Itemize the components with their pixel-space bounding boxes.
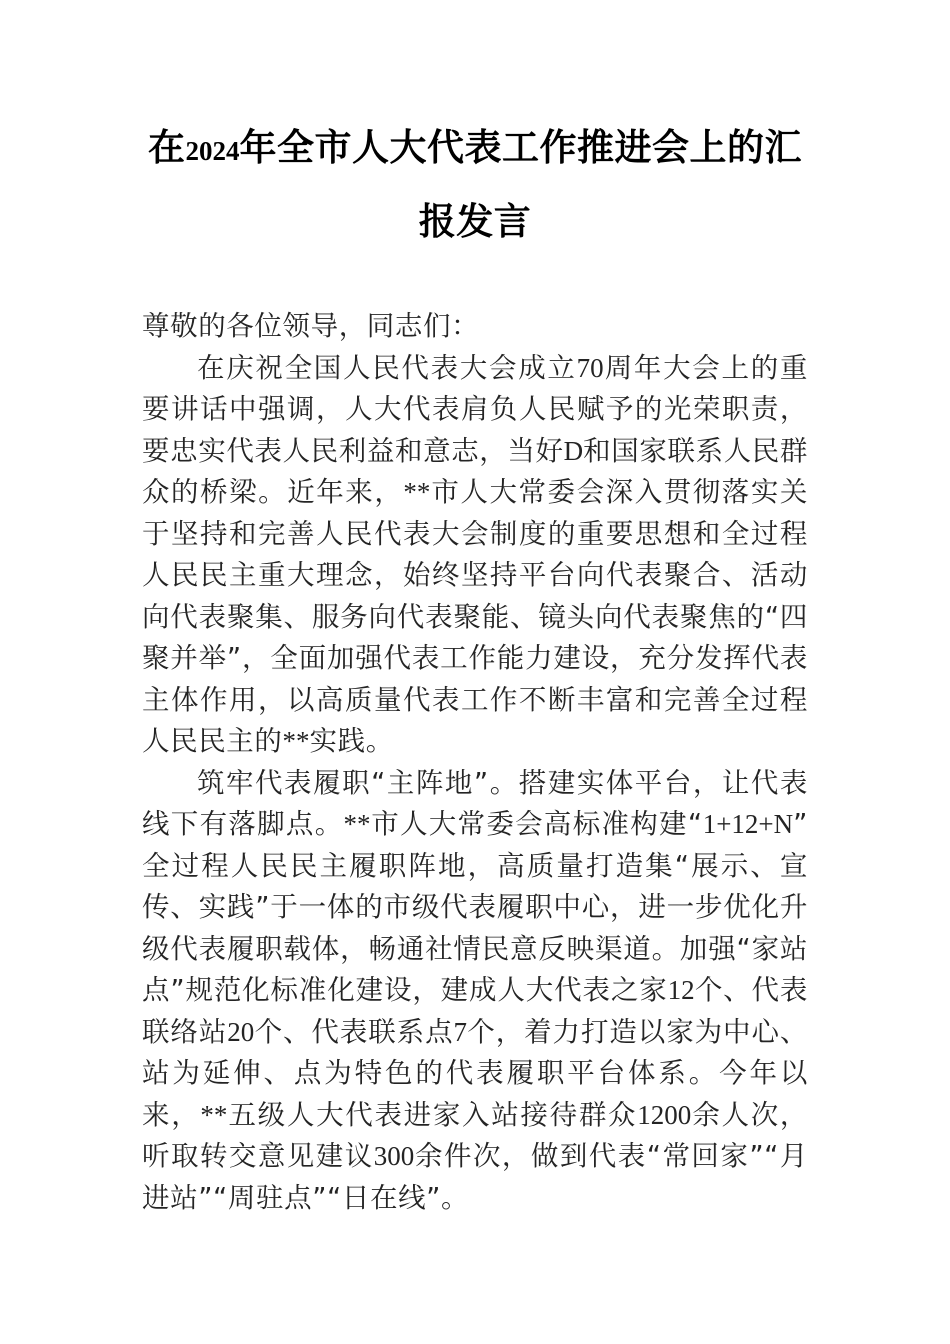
latin-run: 20 bbox=[227, 1016, 255, 1047]
salutation-line: 尊敬的各位领导，同志们： bbox=[142, 310, 480, 342]
latin-run: ** bbox=[343, 809, 371, 839]
latin-run: 7 bbox=[453, 1016, 467, 1047]
latin-run: ** bbox=[403, 477, 431, 507]
page-title: 在2024年全市人大代表工作推进会上的汇报发言 bbox=[148, 125, 802, 243]
latin-run: 1200 bbox=[637, 1099, 692, 1130]
body-paragraph: 筑牢代表履职“主阵地”。搭建实体平台，让代表线下有落脚点。**市人大常委会高标准构建“1+12+N”全过程人民民主履职阵地，高质量打造集“展示、宣传、实践”于一体的市级代表履职中心，进一步优化升级代表履职载体，畅通社情民意反映渠道。加强“家站点”规范化标准化建设，建成人大代表之家12个、代表联络站20个、代表联系点7个，着力打造以家为中心、站为延伸、点为特色的代表履职平台体系。今年以来，**五级人大代表进家入站接待群众1200余人次，听取转交意见建议300余件次，做到代表“常回家”“月进站”“周驻点”“日在线”。 bbox=[142, 766, 809, 1214]
latin-run: ** bbox=[200, 1099, 228, 1130]
document-body bbox=[142, 256, 808, 1219]
page-content-area bbox=[142, 0, 808, 1219]
body-paragraph: 在庆祝全国人民代表大会成立70周年大会上的重要讲话中强调，人大代表肩负人民赋予的光荣职责，要忠实代表人民利益和意志，当好D和国家联系人民群众的桥梁。近年来，**市人大常委会深入贯彻落实关于坚持和完善人民代表大会制度的重要思想和全过程人民民主重大理念，始终坚持平台向代表聚合、活动向代表聚集、服务向代表聚能、镜头向代表聚焦的“四聚并举”，全面加强代表工作能力建设，充分发挥代表主体作用，以高质量代表工作不断丰富和完善全过程人民民主的**实践。 bbox=[142, 351, 808, 757]
latin-run: 12 bbox=[667, 975, 695, 1005]
latin-run: D bbox=[563, 435, 584, 466]
latin-run: ** bbox=[282, 726, 310, 756]
latin-run: 300 bbox=[373, 1141, 415, 1171]
latin-run: 70 bbox=[576, 352, 604, 383]
latin-run: 1+12+N bbox=[702, 809, 794, 839]
latin-run: 2024 bbox=[185, 136, 240, 166]
